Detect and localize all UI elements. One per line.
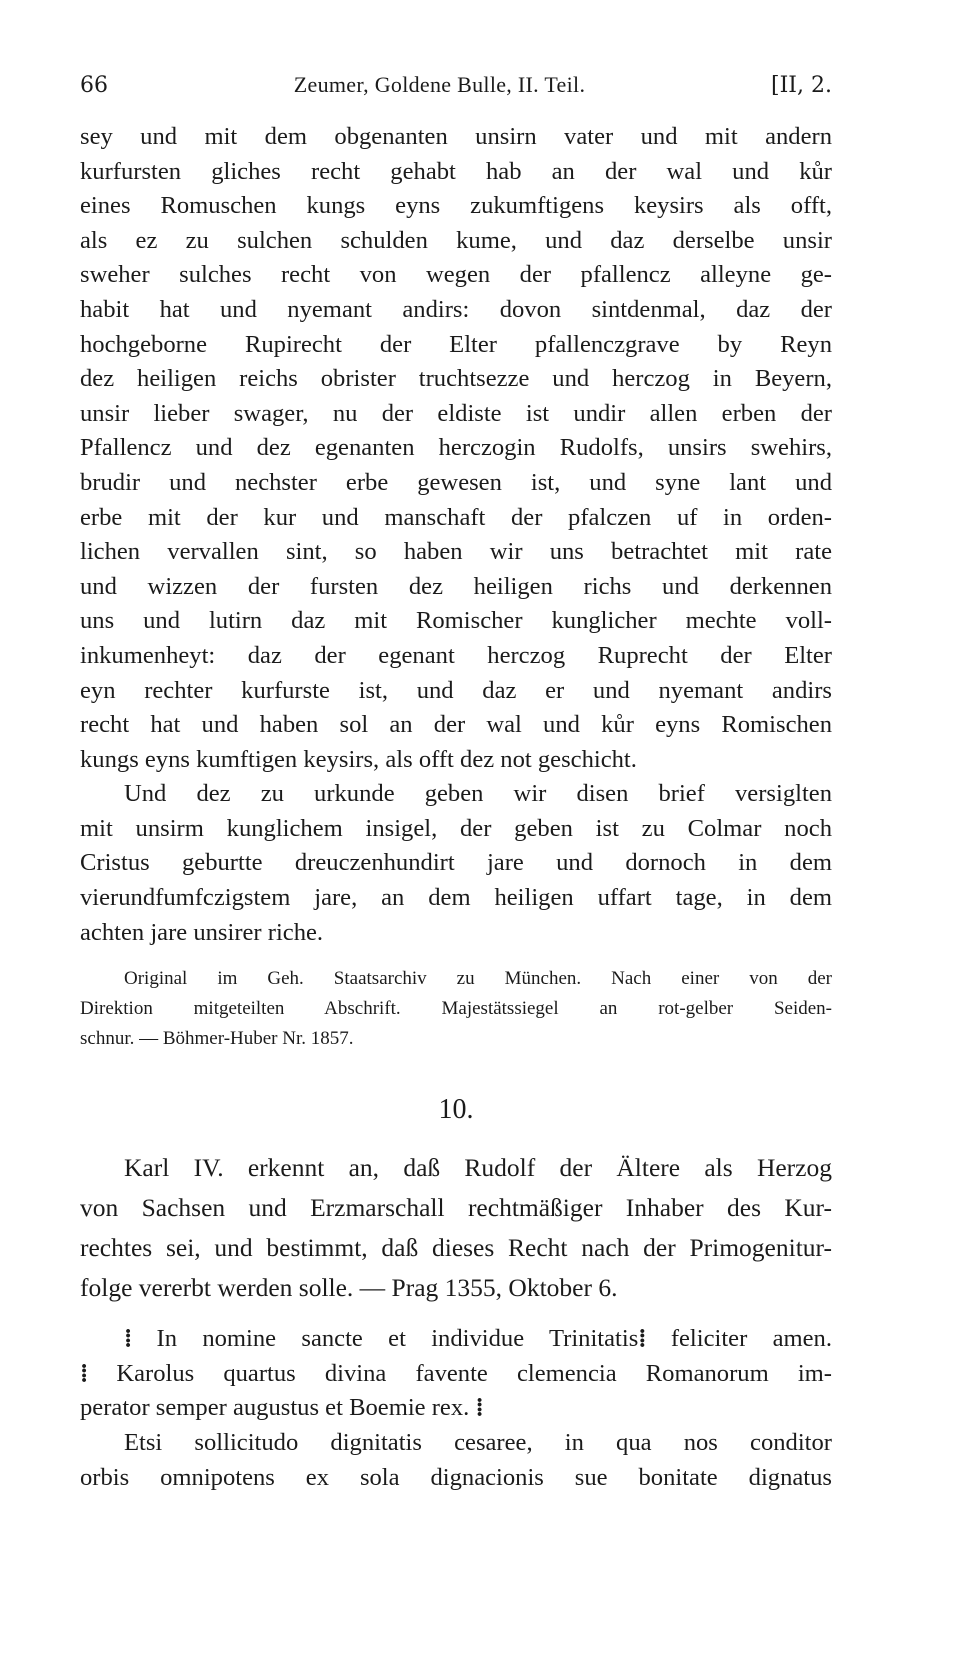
page-number: 66 xyxy=(80,73,108,98)
text-line: habit hat und nyemant andirs: dovon sintdenmal, daz der xyxy=(80,295,832,323)
note-line: Direktion mitgeteilten Abschrift. Majestätssiegel an rot-gelber Seiden- xyxy=(80,998,832,1020)
intitulatio-end: perator semper augustus et Boemie rex. xyxy=(80,1394,470,1422)
note-line: Original im Geh. Staatsarchiv zu München. Nach einer von der xyxy=(124,968,832,990)
document-number: 10. xyxy=(438,1094,474,1126)
note-line: schnur. — Böhmer-Huber Nr. 1857. xyxy=(80,1028,354,1050)
running-head xyxy=(80,72,832,98)
text-line: sweher sulches recht von wegen der pfallencz alleyne ge- xyxy=(80,261,832,289)
divider-mark: ⁞ xyxy=(80,1359,88,1387)
text-line: eines Romuschen kungs eyns zukumftigens keysirs als offt, xyxy=(80,192,832,220)
text-line: uns und lutirn daz mit Romischer kunglicher mechte voll- xyxy=(80,607,832,635)
divider-mark: ⁞ xyxy=(475,1394,483,1422)
invocation-end: feliciter amen. xyxy=(670,1325,832,1353)
section-mark: [II, 2. xyxy=(771,73,832,98)
text-line: lichen vervallen sint, so haben wir uns betrachtet mit rate xyxy=(80,538,832,566)
text-line: kurfursten gliches recht gehabt hab an der wal und kůr xyxy=(80,157,832,185)
document-summary xyxy=(80,1148,832,1308)
running-title: Zeumer, Goldene Bulle, II. Teil. xyxy=(293,72,586,97)
text-line: dez heiligen reichs obrister truchtsezze und herczog in Beyern, xyxy=(80,365,832,393)
text-line: hochgeborne Rupirecht der Elter pfallenczgrave by Reyn xyxy=(80,330,832,358)
divider-mark: ⁞ xyxy=(638,1325,646,1353)
text-line: Cristus geburtte dreuczenhundirt jare und dornoch in dem xyxy=(80,849,832,877)
text-line xyxy=(80,1357,832,1392)
text-line: eyn rechter kurfurste ist, und daz er und nyemant andirs xyxy=(80,676,832,704)
divider-mark: ⁞ xyxy=(124,1325,132,1353)
source-note xyxy=(80,964,832,1054)
text-line: orbis omnipotens ex sola dignacionis sue bonitate dignatus xyxy=(80,1463,832,1491)
summary-line: folge vererbt werden solle. — Prag 1355, Oktober 6. xyxy=(80,1273,618,1303)
text-line: mit unsirm kunglichem insigel, der geben ist zu Colmar noch xyxy=(80,814,832,842)
summary-line: von Sachsen und Erzmarschall rechtmäßiger Inhaber des Kur- xyxy=(80,1193,832,1223)
text-line: und wizzen der fursten dez heiligen richs und derkennen xyxy=(80,572,832,600)
text-line: kungs eyns kumftigen keysirs, als offt dez not geschicht. xyxy=(80,745,637,773)
page xyxy=(80,72,832,1495)
text-line: unsir lieber swager, nu der eldiste ist undir allen erben der xyxy=(80,399,832,427)
text-line xyxy=(80,1391,832,1426)
text-line xyxy=(80,1322,832,1357)
intitulatio-text: Karolus quartus divina favente clemencia Romanorum im- xyxy=(116,1359,832,1387)
text-line: Etsi sollicitudo dignitatis cesaree, in qua nos conditor xyxy=(124,1429,832,1457)
text-line: sey und mit dem obgenanten unsirn vater und mit andern xyxy=(80,123,832,150)
text-line: als ez zu sulchen schulden kume, und daz derselbe unsir xyxy=(80,226,832,254)
main-text xyxy=(80,120,832,950)
summary-line: Karl IV. erkennt an, daß Rudolf der Ältere als Herzog xyxy=(124,1153,832,1183)
text-line: achten jare unsirer riche. xyxy=(80,918,324,946)
text-line: brudir und nechster erbe gewesen ist, und syne lant und xyxy=(80,468,832,496)
text-line: recht hat und haben sol an der wal und kůr eyns Romischen xyxy=(80,711,832,739)
text-line: Und dez zu urkunde geben wir disen brief versiglten xyxy=(124,780,832,808)
summary-line: rechtes sei, und bestimmt, daß dieses Recht nach der Primogenitur- xyxy=(80,1233,832,1263)
text-line: inkumenheyt: daz der egenant herczog Ruprecht der Elter xyxy=(80,641,832,669)
invocation-text: In nomine sancte et individue Trinitatis xyxy=(156,1325,639,1353)
text-line: Pfallencz und dez egenanten herczogin Rudolfs, unsirs swehirs, xyxy=(80,434,832,462)
latin-text xyxy=(80,1322,832,1495)
text-line: erbe mit der kur und manschaft der pfalczen uf in orden- xyxy=(80,503,832,531)
text-line: vierundfumfczigstem jare, an dem heiligen uffart tage, in dem xyxy=(80,884,832,912)
